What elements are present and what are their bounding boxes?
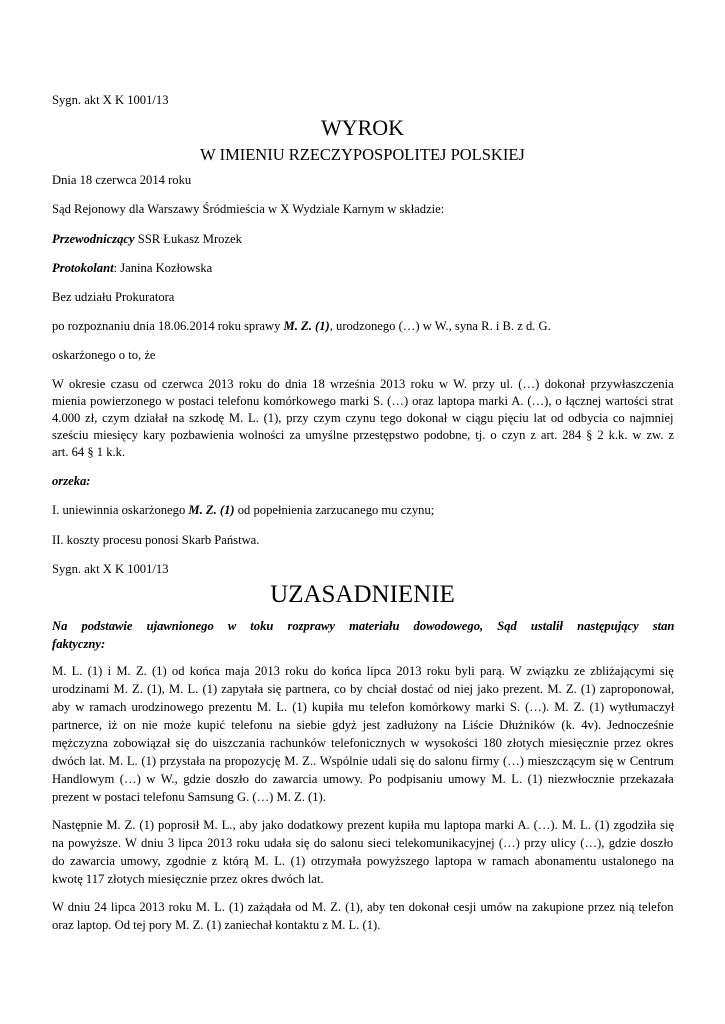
charge-line: W okresie czasu od czerwca 2013 roku do dnia 18 września 2013 roku w W. przy ul. (…) dokonał przywłaszczenia [52,377,674,391]
facts-heading-line: Na podstawie ujawnionego w toku rozprawy materiału dowodowego, Sąd ustalił następujący stan [52,619,675,633]
paragraph-line: Handlowym (…) w W., gdzie doszło do zawarcia umowy. Po podpisaniu umowy M. L. (1) niezwłocznie przekazała [52,772,674,786]
paragraph-line: mężczyzna zobowiązał się do uiszczania rachunków telefonicznych w wysokości 180 złotych miesięcznie przez okres [52,736,674,750]
paragraph-line: dwóch lat. M. L. (1) przystała na propozycję M. Z.. Wspólnie udali się do salonu firmy (…) mieszczącym się w Centrum [52,754,674,768]
ruling-item-2: II. koszty procesu ponosi Skarb Państwa. [52,533,260,547]
presiding-label: Przewodniczący [52,232,135,246]
paragraph-line: aby w ramach urodzinowego prezentu M. L. (1) kupiła mu telefon komórkowy marki S. (…). M. Z. (1) wytłumaczył [52,700,675,714]
defendant-name: M. Z. (1) [283,319,330,333]
paragraph-line: oraz laptop. Od tej pory M. Z. (1) zaniechał kontaktu z M. L. (1). [52,918,381,932]
case-signature-top: Sygn. akt X K 1001/13 [52,93,169,107]
court-clerk [52,260,212,276]
hearing-prefix: po rozpoznaniu dnia 18.06.2014 roku sprawy [52,319,284,333]
justification-title: UZASADNIENIE [270,581,455,608]
paragraph-line: W dniu 24 lipca 2013 roku M. L. (1) zażądała od M. Z. (1), aby ten dokonał cesji umów na zakupione przez nią telefon [52,900,674,914]
paragraph-line: Następnie M. Z. (1) poprosił M. L., aby jako dodatkowy prezent kupiła mu laptopa marki A. (…). M. L. (1) zgodziła się [52,818,675,832]
facts-heading-line: faktyczny: [52,637,106,651]
clerk-label: Protokolant [52,261,114,275]
court-composition: Sąd Rejonowy dla Warszawy Śródmieścia w X Wydziale Karnym w składzie: [52,202,445,216]
accused-of-line: oskarżonego o to, że [52,348,156,362]
charge-line: 4.000 zł, czym działał na szkodę M. L. (1), przy czym czynu tego dokonał w ciągu pięciu lat od odbycia co najmniej [52,411,674,425]
ruling-item-1-suffix: od popełnienia zarzucanego mu czynu; [234,503,435,517]
verdict-title: WYROK [320,115,405,140]
prosecutor-note: Bez udziału Prokuratora [52,290,175,304]
paragraph-line: na powyższe. W dniu 3 lipca 2013 roku udała się do salonu sieci telekomunikacyjnej (…) przy ulicy (…), gdzie doszło [52,836,674,850]
verdict-subtitle: W IMIENIU RZECZYPOSPOLITEJ POLSKIEJ [200,145,525,164]
charge-line: sześciu miesięcy kary pozbawienia wolności za umyślne przestępstwo podobne, tj. o czyn z art. 284 § 2 k.k. w zw. z [52,428,675,442]
paragraph-line: urodzinami M. Z. (1), M. L. (1) zapytała się partnera, co by chciał dostać od niej jako prezent. M. Z. (1) zaproponował, [52,682,675,696]
presiding-value: SSR Łukasz Mrozek [134,232,242,246]
clerk-value: : Janina Kozłowska [113,261,213,275]
charge-line: art. 64 § 1 k.k. [52,445,126,459]
ruling-item-1-prefix: I. uniewinnia oskarżonego [52,503,189,517]
ruling-item-1-name: M. Z. (1) [188,503,235,517]
hearing-suffix: , urodzonego (…) w W., syna R. i B. z d. G. [329,319,551,333]
case-signature-bottom: Sygn. akt X K 1001/13 [52,562,169,576]
paragraph-line: prezent w postaci telefonu Samsung G. (…) M. Z. (1). [52,790,326,804]
presiding-judge [52,231,242,247]
paragraph-line: do zawarcia umowy, zgodnie z którą M. L. (1) otrzymała powyższego laptopa w ramach abonamentu ustalonego na [52,854,674,868]
paragraph-line: kwotę 117 złotych miesięcznie przez okres dwóch lat. [52,872,324,886]
charge-line: mienia powierzonego w postaci telefonu komórkowego marki S. (…) oraz laptopa marki A. (…), o łącznej wartości strat [52,394,674,408]
paragraph-line: M. L. (1) i M. Z. (1) od końca maja 2013 roku do końca lipca 2013 roku byli parą. W związku ze zbliżającymi się [52,664,674,678]
ruling-heading: orzeka: [52,474,91,488]
hearing-line [52,318,551,334]
verdict-date: Dnia 18 czerwca 2014 roku [52,173,192,187]
paragraph-line: partnerce, iż on nie może kupić telefonu na siebie gdyż jest zadłużony na Liście Dłużników (k. 4v). Jednocześnie [52,718,674,732]
ruling-item-1 [52,502,434,518]
